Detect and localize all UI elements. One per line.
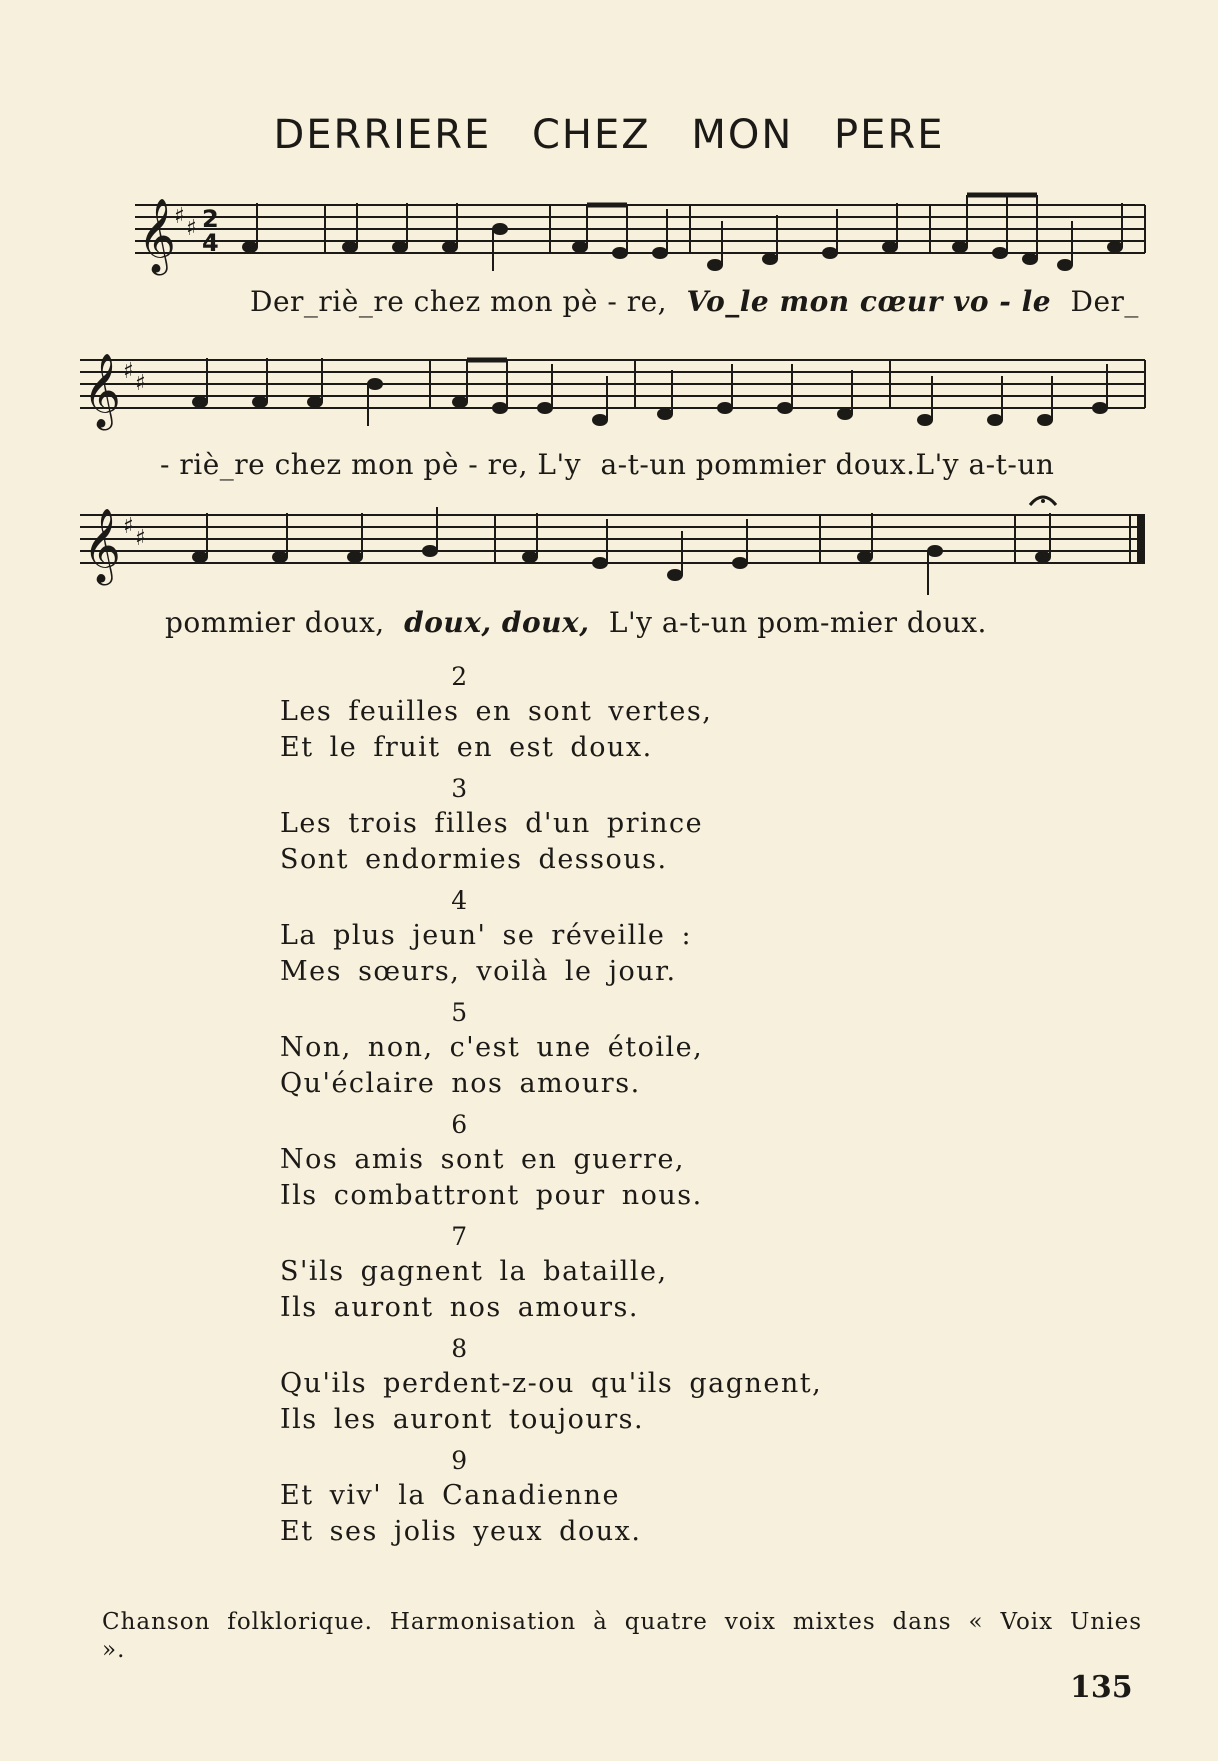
svg-text:♯: ♯	[135, 371, 146, 396]
verse-line: Qu'ils perdent-z-ou qu'ils gagnent,	[280, 1368, 823, 1399]
lyric-segment: Der_	[1070, 285, 1139, 318]
svg-text:𝄞: 𝄞	[83, 354, 121, 428]
svg-text:♯: ♯	[123, 514, 134, 539]
verse-line: Non, non, c'est une étoile,	[280, 1032, 704, 1063]
page-title: DERRIERE CHEZ MON PERE	[273, 112, 945, 158]
verse-line: Ils combattront pour nous.	[280, 1180, 703, 1211]
verse-number: 5	[451, 998, 469, 1027]
verse	[280, 1332, 980, 1438]
music-staff-2	[75, 340, 1150, 440]
lyric-segment: L'y a-t-un pom-mier doux.	[608, 606, 987, 639]
verse	[280, 1108, 980, 1214]
verse-line: Et le fruit en est doux.	[280, 732, 653, 763]
music-staff-3	[75, 495, 1150, 595]
music-staff-1	[130, 185, 1150, 285]
verse-number: 3	[451, 774, 469, 803]
verse-line: Et viv' la Canadienne	[280, 1480, 621, 1511]
svg-text:♯: ♯	[123, 359, 134, 384]
verse-line: Les feuilles en sont vertes,	[280, 696, 713, 727]
svg-text:♯: ♯	[135, 526, 146, 551]
page-number: 135	[1070, 1670, 1133, 1705]
verse-number: 7	[451, 1222, 469, 1251]
verse	[280, 1220, 980, 1326]
svg-text:4: 4	[202, 229, 219, 257]
verse-line: Les trois filles d'un prince	[280, 808, 704, 839]
verse-line: Et ses jolis yeux doux.	[280, 1516, 642, 1547]
verse-line: La plus jeun' se réveille :	[280, 920, 693, 951]
verse-number: 9	[451, 1446, 469, 1475]
verse-number: 4	[451, 886, 469, 915]
footnote: Chanson folklorique. Harmonisation à quatre voix mixtes dans « Voix Unies ».	[102, 1609, 1142, 1663]
lyric-segment: pommier doux,	[165, 606, 385, 639]
verse-line: Sont endormies dessous.	[280, 844, 668, 875]
verse-line: Ils auront nos amours.	[280, 1292, 639, 1323]
verses-list	[280, 660, 980, 1556]
verse	[280, 884, 980, 990]
lyrics-line-1	[250, 285, 1149, 318]
verse-number: 6	[451, 1110, 469, 1139]
lyrics-line-2	[160, 448, 1064, 481]
lyrics-line-3	[165, 606, 997, 639]
verse	[280, 772, 980, 878]
verse-line: Nos amis sont en guerre,	[280, 1144, 686, 1175]
lyric-segment-italic: doux, doux,	[404, 606, 590, 639]
verse-number: 2	[451, 662, 469, 691]
svg-text:𝄞: 𝄞	[83, 509, 121, 583]
verse	[280, 996, 980, 1102]
verse-line: Qu'éclaire nos amours.	[280, 1068, 641, 1099]
lyric-segment-italic: Vo_le mon cœur vo - le	[686, 285, 1052, 318]
lyric-segment: Der_riè_re chez mon pè - re,	[250, 285, 668, 318]
svg-text:♯: ♯	[174, 204, 185, 229]
svg-text:♯: ♯	[186, 216, 197, 241]
svg-text:2: 2	[202, 205, 219, 233]
verse-line: S'ils gagnent la bataille,	[280, 1256, 668, 1287]
verse-number: 8	[451, 1334, 469, 1363]
lyric-segment: a-t-un pommier doux.L'y a-t-un	[600, 448, 1055, 481]
lyric-segment: - riè_re chez mon pè - re, L'y	[160, 448, 582, 481]
svg-text:𝄞: 𝄞	[138, 199, 176, 273]
verse-line: Ils les auront toujours.	[280, 1404, 645, 1435]
verse-line: Mes sœurs, voilà le jour.	[280, 956, 677, 987]
verse	[280, 660, 980, 766]
verse	[280, 1444, 980, 1550]
